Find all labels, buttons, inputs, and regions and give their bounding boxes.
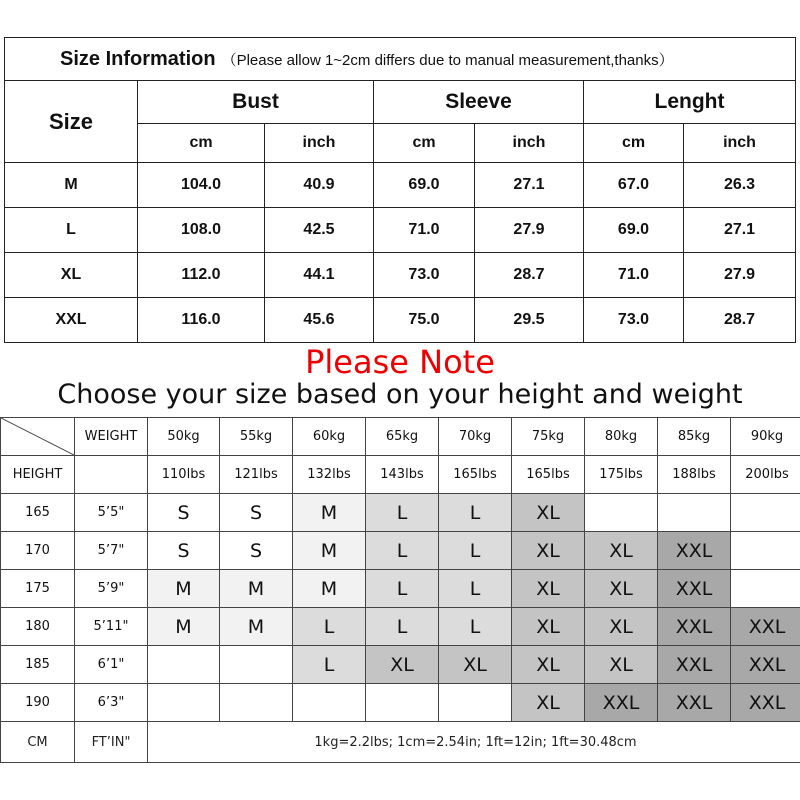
- recommended-size-cell: S: [220, 494, 293, 532]
- recommended-size-cell: XXL: [658, 646, 731, 684]
- sleeve-header: Sleeve: [374, 81, 584, 124]
- height-label: HEIGHT: [1, 456, 75, 494]
- size-row: [5, 298, 796, 343]
- empty-cell: [75, 456, 148, 494]
- empty-size-cell: [585, 494, 658, 532]
- weight-kg-header: 50kg: [148, 418, 220, 456]
- measurement-value: 73.0: [584, 298, 684, 343]
- height-row: [1, 570, 800, 608]
- empty-size-cell: [731, 570, 800, 608]
- length-header: Lenght: [584, 81, 796, 124]
- recommended-size-cell: M: [220, 570, 293, 608]
- height-ft-in: 5’5": [75, 494, 148, 532]
- recommended-size-cell: S: [220, 532, 293, 570]
- height-row: [1, 532, 800, 570]
- measurement-value: 69.0: [374, 163, 475, 208]
- weight-kg-header: 90kg: [731, 418, 800, 456]
- measurement-value: 40.9: [265, 163, 374, 208]
- size-row: [5, 208, 796, 253]
- height-cm: 190: [1, 684, 75, 722]
- recommended-size-cell: XL: [585, 532, 658, 570]
- recommended-size-cell: XXL: [658, 570, 731, 608]
- height-ft-in: 6’1": [75, 646, 148, 684]
- empty-size-cell: [366, 684, 439, 722]
- conversion-note: 1kg=2.2lbs; 1cm=2.54in; 1ft=12in; 1ft=30.48cm: [148, 722, 800, 763]
- recommended-size-cell: XL: [512, 570, 585, 608]
- recommended-size-cell: M: [293, 532, 366, 570]
- height-cm: 170: [1, 532, 75, 570]
- recommended-size-cell: XL: [585, 646, 658, 684]
- weight-kg-header: 55kg: [220, 418, 293, 456]
- height-weight-size-chart: [0, 417, 800, 763]
- recommended-size-cell: XL: [512, 646, 585, 684]
- recommended-size-cell: L: [366, 570, 439, 608]
- empty-size-cell: [658, 494, 731, 532]
- size-info-title: Size Information: [60, 47, 216, 70]
- weight-kg-header: 70kg: [439, 418, 512, 456]
- recommended-size-cell: XXL: [585, 684, 658, 722]
- size-label: XXL: [5, 298, 138, 343]
- empty-size-cell: [148, 646, 220, 684]
- weight-kg-header: 75kg: [512, 418, 585, 456]
- height-cm: 180: [1, 608, 75, 646]
- recommended-size-cell: L: [439, 532, 512, 570]
- size-column-header: Size: [5, 81, 138, 163]
- height-cm: 165: [1, 494, 75, 532]
- weight-label: WEIGHT: [75, 418, 148, 456]
- weight-kg-header: 60kg: [293, 418, 366, 456]
- measurement-value: 27.9: [475, 208, 584, 253]
- height-ft-in: 5’11": [75, 608, 148, 646]
- unit-header: cm: [584, 124, 684, 163]
- measurement-value: 26.3: [684, 163, 796, 208]
- measurement-value: 71.0: [584, 253, 684, 298]
- measurement-value: 28.7: [475, 253, 584, 298]
- size-row: [5, 253, 796, 298]
- recommended-size-cell: XL: [512, 532, 585, 570]
- diagonal-line-icon: [1, 418, 74, 455]
- recommended-size-cell: XL: [439, 646, 512, 684]
- recommended-size-cell: L: [293, 646, 366, 684]
- recommended-size-cell: XL: [366, 646, 439, 684]
- recommended-size-cell: L: [366, 532, 439, 570]
- size-row: [5, 163, 796, 208]
- recommended-size-cell: M: [148, 570, 220, 608]
- measurement-value: 104.0: [138, 163, 265, 208]
- measurement-value: 108.0: [138, 208, 265, 253]
- weight-lbs-header: 143lbs: [366, 456, 439, 494]
- recommended-size-cell: L: [366, 608, 439, 646]
- measurement-value: 27.9: [684, 253, 796, 298]
- weight-kg-header: 85kg: [658, 418, 731, 456]
- height-row: [1, 646, 800, 684]
- height-row: [1, 608, 800, 646]
- measurement-value: 28.7: [684, 298, 796, 343]
- size-label: XL: [5, 253, 138, 298]
- weight-lbs-header: 132lbs: [293, 456, 366, 494]
- recommended-size-cell: M: [148, 608, 220, 646]
- recommended-size-cell: XL: [585, 570, 658, 608]
- recommended-size-cell: M: [220, 608, 293, 646]
- weight-kg-header: 65kg: [366, 418, 439, 456]
- recommended-size-cell: XXL: [731, 608, 800, 646]
- recommended-size-cell: XL: [512, 684, 585, 722]
- weight-lbs-header: 121lbs: [220, 456, 293, 494]
- recommended-size-cell: L: [439, 494, 512, 532]
- empty-size-cell: [148, 684, 220, 722]
- height-ft-in: 5’7": [75, 532, 148, 570]
- measurement-value: 27.1: [684, 208, 796, 253]
- cm-footer: CM: [1, 722, 75, 763]
- empty-size-cell: [731, 532, 800, 570]
- recommended-size-cell: XL: [512, 608, 585, 646]
- measurement-value: 27.1: [475, 163, 584, 208]
- weight-lbs-header: 110lbs: [148, 456, 220, 494]
- recommended-size-cell: M: [293, 570, 366, 608]
- recommended-size-cell: L: [293, 608, 366, 646]
- height-row: [1, 494, 800, 532]
- unit-header: cm: [374, 124, 475, 163]
- please-note-heading: Please Note: [305, 343, 495, 381]
- recommended-size-cell: L: [439, 608, 512, 646]
- recommended-size-cell: L: [439, 570, 512, 608]
- empty-size-cell: [439, 684, 512, 722]
- measurement-value: 67.0: [584, 163, 684, 208]
- empty-size-cell: [293, 684, 366, 722]
- recommended-size-cell: XXL: [731, 646, 800, 684]
- size-info-caption: [5, 38, 796, 81]
- measurement-value: 42.5: [265, 208, 374, 253]
- ft-in-footer: FT’IN": [75, 722, 148, 763]
- recommended-size-cell: L: [366, 494, 439, 532]
- size-info-note: （Please allow 1~2cm differs due to manual measurement,thanks）: [221, 51, 674, 69]
- weight-lbs-header: 200lbs: [731, 456, 800, 494]
- weight-lbs-header: 175lbs: [585, 456, 658, 494]
- diagonal-corner-cell: [1, 418, 75, 456]
- size-label: L: [5, 208, 138, 253]
- size-label: M: [5, 163, 138, 208]
- unit-header: inch: [684, 124, 796, 163]
- measurement-value: 71.0: [374, 208, 475, 253]
- recommended-size-cell: XXL: [658, 684, 731, 722]
- measurement-value: 75.0: [374, 298, 475, 343]
- size-information-table: [4, 37, 796, 343]
- empty-size-cell: [220, 646, 293, 684]
- height-ft-in: 6’3": [75, 684, 148, 722]
- measurement-value: 69.0: [584, 208, 684, 253]
- recommended-size-cell: XXL: [658, 532, 731, 570]
- height-row: [1, 684, 800, 722]
- empty-size-cell: [220, 684, 293, 722]
- recommended-size-cell: S: [148, 494, 220, 532]
- measurement-value: 29.5: [475, 298, 584, 343]
- weight-kg-header: 80kg: [585, 418, 658, 456]
- recommended-size-cell: M: [293, 494, 366, 532]
- measurement-value: 116.0: [138, 298, 265, 343]
- bust-header: Bust: [138, 81, 374, 124]
- height-cm: 185: [1, 646, 75, 684]
- weight-lbs-header: 165lbs: [439, 456, 512, 494]
- measurement-value: 73.0: [374, 253, 475, 298]
- recommended-size-cell: XXL: [658, 608, 731, 646]
- recommended-size-cell: XXL: [731, 684, 800, 722]
- measurement-value: 44.1: [265, 253, 374, 298]
- empty-size-cell: [731, 494, 800, 532]
- recommended-size-cell: XL: [512, 494, 585, 532]
- unit-header: inch: [475, 124, 584, 163]
- recommended-size-cell: XL: [585, 608, 658, 646]
- choose-size-heading: Choose your size based on your height and weight: [57, 379, 743, 410]
- weight-lbs-header: 188lbs: [658, 456, 731, 494]
- recommended-size-cell: S: [148, 532, 220, 570]
- measurement-value: 112.0: [138, 253, 265, 298]
- unit-header: inch: [265, 124, 374, 163]
- height-ft-in: 5’9": [75, 570, 148, 608]
- unit-header: cm: [138, 124, 265, 163]
- height-cm: 175: [1, 570, 75, 608]
- measurement-value: 45.6: [265, 298, 374, 343]
- weight-lbs-header: 165lbs: [512, 456, 585, 494]
